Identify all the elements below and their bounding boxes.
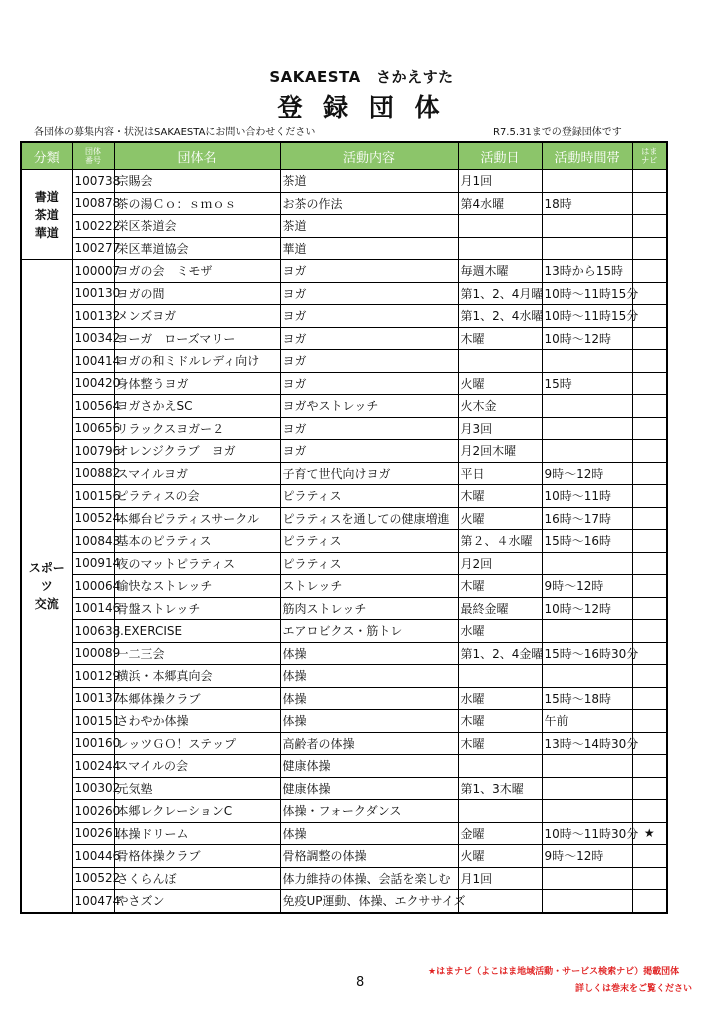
group-name-cell: 夜のマットピラティス xyxy=(114,552,280,575)
hama-navi-cell xyxy=(632,710,667,733)
group-number-cell: 100843 xyxy=(72,530,114,553)
group-name-cell: オレンジクラブ ヨガ xyxy=(114,440,280,463)
table-row xyxy=(21,620,667,643)
activity-cell: 茶道 xyxy=(280,215,458,238)
group-name-cell: 体操ドリーム xyxy=(114,822,280,845)
day-cell: 木曜 xyxy=(458,327,542,350)
hama-navi-cell xyxy=(632,507,667,530)
group-name-cell: 本郷台ピラティスサークル xyxy=(114,507,280,530)
time-cell xyxy=(542,755,632,778)
group-number-cell: 100446 xyxy=(72,845,114,868)
day-cell: 第1、2、4水曜 xyxy=(458,305,542,328)
hama-navi-cell xyxy=(632,462,667,485)
group-name-cell: 骨盤ストレッチ xyxy=(114,597,280,620)
group-number-cell: 100524 xyxy=(72,507,114,530)
hama-navi-cell xyxy=(632,440,667,463)
table-row xyxy=(21,440,667,463)
day-cell xyxy=(458,665,542,688)
time-cell: 午前 xyxy=(542,710,632,733)
activity-cell: 体操 xyxy=(280,642,458,665)
day-cell xyxy=(458,755,542,778)
time-cell: 10時～12時 xyxy=(542,327,632,350)
table-row xyxy=(21,575,667,598)
day-cell: 第4水曜 xyxy=(458,192,542,215)
table-row xyxy=(21,710,667,733)
day-cell: 金曜 xyxy=(458,822,542,845)
group-name-cell: 宗賜会 xyxy=(114,170,280,193)
group-number-cell: 100260 xyxy=(72,800,114,823)
hama-navi-cell xyxy=(632,755,667,778)
time-cell xyxy=(542,620,632,643)
table-row xyxy=(21,890,667,913)
hama-navi-cell xyxy=(632,867,667,890)
hama-navi-cell: ★ xyxy=(632,822,667,845)
page-number: 8 xyxy=(356,975,365,990)
hama-navi-cell xyxy=(632,845,667,868)
activity-cell: 体操 xyxy=(280,665,458,688)
activity-cell: 体力維持の体操、会話を楽しむ xyxy=(280,867,458,890)
inquiry-note: 各団体の募集内容・状況はSAKAESTAにお問い合わせください xyxy=(34,127,316,138)
time-cell xyxy=(542,417,632,440)
group-name-cell: スマイルの会 xyxy=(114,755,280,778)
group-name-cell: 骨格体操クラブ xyxy=(114,845,280,868)
group-name-cell: レッツＧＯ！ステップ xyxy=(114,732,280,755)
group-name-cell: ヨガの間 xyxy=(114,282,280,305)
group-number-cell: 100342 xyxy=(72,327,114,350)
table-row xyxy=(21,867,667,890)
activity-cell: お茶の作法 xyxy=(280,192,458,215)
activity-cell: 体操 xyxy=(280,822,458,845)
activity-cell: ヨガ xyxy=(280,327,458,350)
day-cell: 木曜 xyxy=(458,575,542,598)
group-name-cell: 元気塾 xyxy=(114,777,280,800)
time-cell xyxy=(542,890,632,913)
activity-cell: 体操 xyxy=(280,710,458,733)
group-number-cell: 100302 xyxy=(72,777,114,800)
activity-cell: 体操 xyxy=(280,687,458,710)
group-name-cell: 身体整うヨガ xyxy=(114,372,280,395)
time-cell xyxy=(542,237,632,260)
table-row xyxy=(21,417,667,440)
day-cell: 水曜 xyxy=(458,687,542,710)
time-cell: 16時～17時 xyxy=(542,507,632,530)
group-name-cell: 本郷レクレーションC xyxy=(114,800,280,823)
day-cell: 木曜 xyxy=(458,732,542,755)
header-group-number: 団体 番号 xyxy=(72,142,114,170)
time-cell: 15時～18時 xyxy=(542,687,632,710)
group-number-cell: 100474 xyxy=(72,890,114,913)
day-cell xyxy=(458,350,542,373)
group-name-cell: ヨーガ ローズマリー xyxy=(114,327,280,350)
group-name-cell: J.EXERCISE xyxy=(114,620,280,643)
table-row xyxy=(21,800,667,823)
group-number-cell: 100064 xyxy=(72,575,114,598)
group-number-cell: 100261 xyxy=(72,822,114,845)
time-cell: 15時～16時 xyxy=(542,530,632,553)
activity-cell: エアロビクス・筋トレ xyxy=(280,620,458,643)
group-name-cell: さくらんぼ xyxy=(114,867,280,890)
table-row xyxy=(21,170,667,193)
group-name-cell: 栄区華道協会 xyxy=(114,237,280,260)
group-name-cell: ピラティスの会 xyxy=(114,485,280,508)
table-row xyxy=(21,822,667,845)
group-number-cell: 100564 xyxy=(72,395,114,418)
time-cell: 13時～14時30分 xyxy=(542,732,632,755)
hama-navi-cell xyxy=(632,327,667,350)
day-cell: 月2回 xyxy=(458,552,542,575)
day-cell: 毎週木曜 xyxy=(458,260,542,283)
time-cell xyxy=(542,215,632,238)
activity-cell: ヨガやストレッチ xyxy=(280,395,458,418)
activity-cell: ヨガ xyxy=(280,417,458,440)
see-appendix-note: 詳しくは巻末をご覧ください xyxy=(575,984,693,994)
group-number-cell: 100738 xyxy=(72,170,114,193)
group-number-cell: 100882 xyxy=(72,462,114,485)
day-cell: 第1、2、4月曜 xyxy=(458,282,542,305)
time-cell xyxy=(542,867,632,890)
day-cell: 月1回 xyxy=(458,867,542,890)
header-day: 活動日 xyxy=(458,142,542,170)
hama-navi-cell xyxy=(632,485,667,508)
time-cell: 18時 xyxy=(542,192,632,215)
table-row xyxy=(21,642,667,665)
table-row xyxy=(21,687,667,710)
hama-navi-cell xyxy=(632,552,667,575)
hama-navi-cell xyxy=(632,575,667,598)
group-name-cell: ヨガさかえSC xyxy=(114,395,280,418)
time-cell: 10時～11時 xyxy=(542,485,632,508)
hama-navi-cell xyxy=(632,237,667,260)
table-row xyxy=(21,215,667,238)
table-header-row xyxy=(21,142,667,170)
time-cell: 15時 xyxy=(542,372,632,395)
hama-navi-cell xyxy=(632,395,667,418)
table-row xyxy=(21,845,667,868)
time-cell xyxy=(542,800,632,823)
day-cell: 火木金 xyxy=(458,395,542,418)
table-row xyxy=(21,755,667,778)
group-number-cell: 100656 xyxy=(72,417,114,440)
activity-cell: ヨガ xyxy=(280,260,458,283)
group-number-cell: 100638 xyxy=(72,620,114,643)
hama-navi-cell xyxy=(632,665,667,688)
activity-cell: 茶道 xyxy=(280,170,458,193)
activity-cell: ヨガ xyxy=(280,305,458,328)
group-number-cell: 100420 xyxy=(72,372,114,395)
category-cell: スポーツ 交流 xyxy=(21,260,72,913)
group-number-cell: 100129 xyxy=(72,665,114,688)
day-cell: 月2回木曜 xyxy=(458,440,542,463)
activity-cell: ヨガ xyxy=(280,350,458,373)
table-row xyxy=(21,327,667,350)
day-cell: 火曜 xyxy=(458,372,542,395)
time-cell xyxy=(542,777,632,800)
group-number-cell: 100132 xyxy=(72,305,114,328)
day-cell: 月3回 xyxy=(458,417,542,440)
day-cell xyxy=(458,800,542,823)
activity-cell: 健康体操 xyxy=(280,755,458,778)
activity-cell: 健康体操 xyxy=(280,777,458,800)
hama-navi-cell xyxy=(632,170,667,193)
day-cell xyxy=(458,890,542,913)
hama-navi-cell xyxy=(632,372,667,395)
time-cell xyxy=(542,350,632,373)
group-name-cell: リラックスヨガー２ xyxy=(114,417,280,440)
group-name-cell: 横浜・本郷真向会 xyxy=(114,665,280,688)
day-cell: 第1、3木曜 xyxy=(458,777,542,800)
time-cell: 9時～12時 xyxy=(542,462,632,485)
table-row xyxy=(21,552,667,575)
group-name-cell: 基本のピラティス xyxy=(114,530,280,553)
activity-cell: 骨格調整の体操 xyxy=(280,845,458,868)
time-cell xyxy=(542,665,632,688)
activity-cell: 体操・フォークダンス xyxy=(280,800,458,823)
day-cell: 月1回 xyxy=(458,170,542,193)
day-cell: 平日 xyxy=(458,462,542,485)
hama-navi-cell xyxy=(632,777,667,800)
group-name-cell: ヨガの会 ミモザ xyxy=(114,260,280,283)
group-number-cell: 100089 xyxy=(72,642,114,665)
hama-navi-cell xyxy=(632,620,667,643)
group-number-cell: 100007 xyxy=(72,260,114,283)
group-number-cell: 100277 xyxy=(72,237,114,260)
group-name-cell: スマイルヨガ xyxy=(114,462,280,485)
group-number-cell: 100878 xyxy=(72,192,114,215)
activity-cell: ピラティスを通しての健康増進 xyxy=(280,507,458,530)
group-name-cell: 愉快なストレッチ xyxy=(114,575,280,598)
day-cell: 木曜 xyxy=(458,485,542,508)
category-cell: 書道 茶道 華道 xyxy=(21,170,72,260)
header-time: 活動時間帯 xyxy=(542,142,632,170)
time-cell: 13時から15時 xyxy=(542,260,632,283)
table-row xyxy=(21,305,667,328)
activity-cell: 筋肉ストレッチ xyxy=(280,597,458,620)
activity-cell: 華道 xyxy=(280,237,458,260)
activity-cell: ピラティス xyxy=(280,485,458,508)
group-number-cell: 100137 xyxy=(72,687,114,710)
page-title: 登 録 団 体 xyxy=(277,93,446,122)
table-row xyxy=(21,350,667,373)
header-activity: 活動内容 xyxy=(280,142,458,170)
group-name-cell: 茶の湯Ｃｏ：ｓｍｏｓ xyxy=(114,192,280,215)
activity-cell: ピラティス xyxy=(280,552,458,575)
day-cell: 火曜 xyxy=(458,845,542,868)
hama-navi-cell xyxy=(632,890,667,913)
page-supertitle: SAKAESTA さかえすた xyxy=(269,68,454,86)
time-cell: 10時～12時 xyxy=(542,597,632,620)
activity-cell: ヨガ xyxy=(280,440,458,463)
activity-cell: ヨガ xyxy=(280,282,458,305)
table-row xyxy=(21,237,667,260)
table-row xyxy=(21,485,667,508)
table-row xyxy=(21,777,667,800)
time-cell: 9時～12時 xyxy=(542,575,632,598)
group-number-cell: 100796 xyxy=(72,440,114,463)
group-name-cell: メンズヨガ xyxy=(114,305,280,328)
time-cell: 15時～16時30分 xyxy=(542,642,632,665)
hama-navi-cell xyxy=(632,687,667,710)
activity-cell: ストレッチ xyxy=(280,575,458,598)
group-number-cell: 100156 xyxy=(72,485,114,508)
table-row xyxy=(21,372,667,395)
table-row xyxy=(21,530,667,553)
hama-navi-cell xyxy=(632,530,667,553)
table-row xyxy=(21,507,667,530)
day-cell: 木曜 xyxy=(458,710,542,733)
group-name-cell: 本郷体操クラブ xyxy=(114,687,280,710)
hama-navi-cell xyxy=(632,800,667,823)
activity-cell: 高齢者の体操 xyxy=(280,732,458,755)
hama-navi-cell xyxy=(632,350,667,373)
day-cell xyxy=(458,237,542,260)
group-number-cell: 100914 xyxy=(72,552,114,575)
hama-navi-cell xyxy=(632,192,667,215)
time-cell xyxy=(542,440,632,463)
group-name-cell: 栄区茶道会 xyxy=(114,215,280,238)
hama-navi-cell xyxy=(632,215,667,238)
table-row xyxy=(21,665,667,688)
hama-navi-cell xyxy=(632,597,667,620)
table-row xyxy=(21,597,667,620)
hama-navi-cell xyxy=(632,417,667,440)
day-cell: 火曜 xyxy=(458,507,542,530)
time-cell xyxy=(542,552,632,575)
group-name-cell: さわやか体操 xyxy=(114,710,280,733)
time-cell: 10時～11時15分 xyxy=(542,305,632,328)
activity-cell: ピラティス xyxy=(280,530,458,553)
day-cell xyxy=(458,215,542,238)
activity-cell: ヨガ xyxy=(280,372,458,395)
day-cell: 水曜 xyxy=(458,620,542,643)
group-number-cell: 100160 xyxy=(72,732,114,755)
group-name-cell: ヨガの和ミドルレディ向け xyxy=(114,350,280,373)
table-row xyxy=(21,192,667,215)
registered-groups-table xyxy=(20,141,668,914)
activity-cell: 子育て世代向けヨガ xyxy=(280,462,458,485)
table-row xyxy=(21,282,667,305)
date-note: R7.5.31までの登録団体です xyxy=(493,127,622,138)
group-name-cell: 一二三会 xyxy=(114,642,280,665)
header-category: 分類 xyxy=(21,142,72,170)
header-group-name: 団体名 xyxy=(114,142,280,170)
group-number-cell: 100130 xyxy=(72,282,114,305)
table-row xyxy=(21,462,667,485)
group-number-cell: 100244 xyxy=(72,755,114,778)
group-number-cell: 100222 xyxy=(72,215,114,238)
activity-cell: 免疫UP運動、体操、エクササイズ xyxy=(280,890,458,913)
table-row xyxy=(21,395,667,418)
day-cell: 第1、2、4金曜 xyxy=(458,642,542,665)
time-cell xyxy=(542,170,632,193)
group-name-cell: やさズン xyxy=(114,890,280,913)
group-number-cell: 100146 xyxy=(72,597,114,620)
time-cell: 10時～11時30分 xyxy=(542,822,632,845)
day-cell: 第２、４水曜 xyxy=(458,530,542,553)
header-hama-navi: はま ナビ xyxy=(632,142,667,170)
time-cell xyxy=(542,395,632,418)
time-cell: 9時～12時 xyxy=(542,845,632,868)
table-row xyxy=(21,260,667,283)
hama-navi-cell xyxy=(632,260,667,283)
group-number-cell: 100151 xyxy=(72,710,114,733)
day-cell: 最終金曜 xyxy=(458,597,542,620)
table-row xyxy=(21,732,667,755)
time-cell: 10時～11時15分 xyxy=(542,282,632,305)
group-number-cell: 100414 xyxy=(72,350,114,373)
group-number-cell: 100522 xyxy=(72,867,114,890)
hama-navi-note: ★はまナビ（よこはま地域活動・サービス検索ナビ）掲載団体 xyxy=(428,967,680,977)
